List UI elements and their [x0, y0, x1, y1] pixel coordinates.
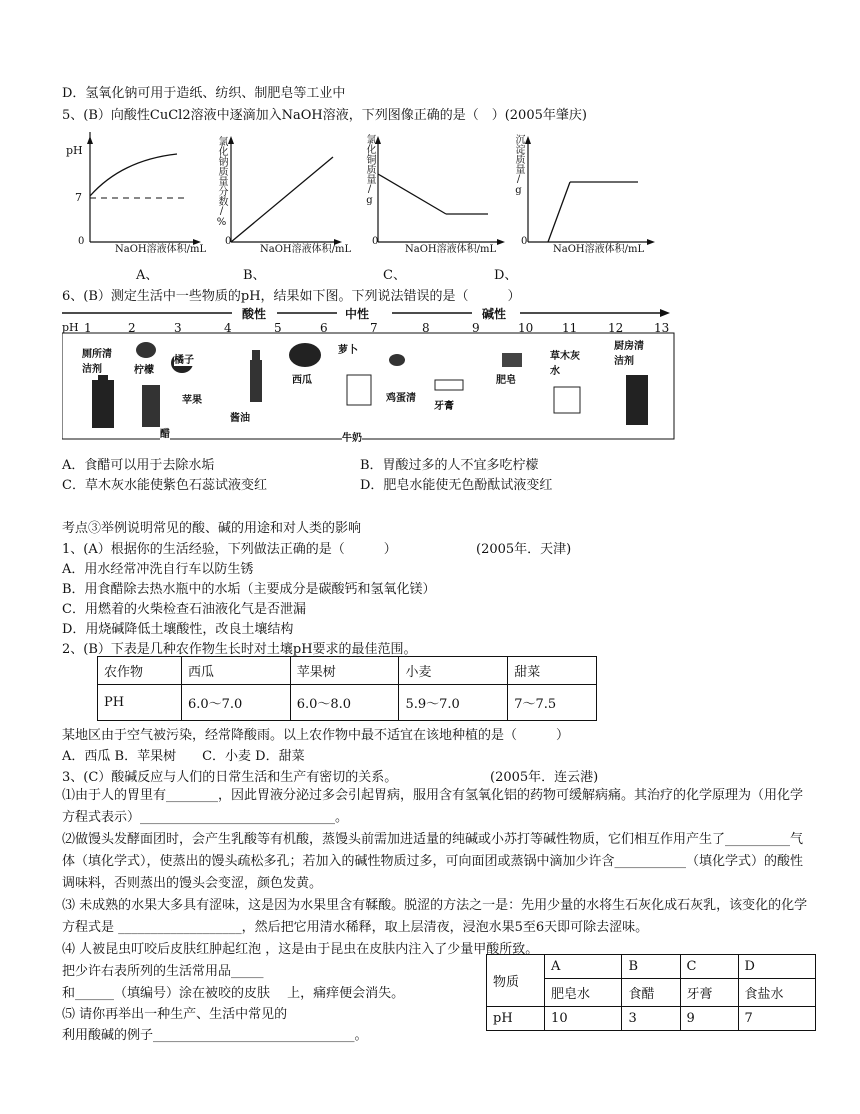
sub-question-2-text: 某地区由于空气被污染，经常降酸雨。以上农作物中最不适宜在该地种植的是（ ）: [62, 728, 570, 743]
table-cell: 肥皂水: [545, 979, 622, 1007]
part-1: ⑴由于人的胃里有________，因此胃液分泌过多会引起胃病，服用含有氢氧化铝的药物可缓解病痛。其治疗的化学原理为（用化学方程式表示）______________________________。: [62, 788, 804, 825]
table-cell: 食盐水: [738, 979, 815, 1007]
ph-item-label: 草木灰水: [550, 347, 584, 377]
sub-question-3: 3、(C）酸碱反应与人们的日常生活和生产有密切的关系。: [62, 770, 398, 785]
graph-c-caption: C、: [383, 268, 406, 283]
graph-a-caption: A、: [136, 268, 159, 283]
table-cell: 7: [738, 1007, 815, 1031]
graph-a-xlabel: NaOH溶液体积/mL: [115, 244, 207, 255]
table-header-cell: 物质: [487, 955, 545, 1007]
graph-a-ylabel: pH: [66, 144, 83, 157]
ph-item-label: 鸡蛋清: [386, 389, 416, 404]
ph-number: 11: [562, 321, 578, 335]
graph-b-ylabel: 氯化钠质量分数/%: [216, 136, 227, 228]
ph-item-label: 橘子: [174, 351, 194, 366]
q6-option-a: A．食醋可以用于去除水垢: [62, 458, 215, 473]
graph-a-origin: 0: [78, 236, 85, 247]
household-ph-table: [486, 954, 816, 1031]
table-header-cell: A: [545, 955, 622, 979]
graph-b-origin: 0: [225, 236, 232, 247]
ph-scale-figure: [62, 305, 677, 444]
ph-item-label: 厨房清洁剂: [614, 337, 648, 367]
option-d-naoh: D．氢氧化钠可用于造纸、纺织、制肥皂等工业中: [62, 86, 346, 101]
topic-3-heading: 考点③举例说明常见的酸、碱的用途和对人类的影响: [62, 521, 362, 536]
graph-a-ytick: 7: [75, 191, 82, 204]
sub-question-1: 1、(A）根据你的生活经验，下列做法正确的是（ ）: [62, 542, 397, 557]
question-6: 6、(B）测定生活中一些物质的pH，结果如下图。下列说法错误的是（ ）: [62, 289, 521, 304]
q6-option-c: C．草木灰水能使紫色石蕊试液变红: [62, 478, 267, 493]
ph-base-label: 碱性: [482, 307, 507, 321]
sub-question-2: 2、(B）下表是几种农作物生长时对土壤pH要求的最佳范围。: [62, 642, 417, 657]
graph-b-caption: B、: [243, 268, 266, 283]
part-4: ⑷ 人被昆虫叮咬后皮肤红肿起红泡 ，这是由于昆虫在皮肤内注入了少量甲酸所致。: [62, 942, 539, 957]
s1-option-a: A．用水经常冲洗自行车以防生锈: [62, 562, 254, 577]
crop-value-cell: 6.0～7.0: [181, 685, 290, 721]
graph-c-origin: 0: [372, 236, 379, 247]
s2-options: A．西瓜 B．苹果树 C．小麦 D．甜菜: [62, 749, 305, 764]
table-cell: 食醋: [622, 979, 680, 1007]
ph-item-label: 苹果: [182, 391, 202, 406]
crop-value-cell: 7～7.5: [508, 685, 597, 721]
crop-value-cell: PH: [98, 685, 182, 721]
table-cell: 9: [680, 1007, 738, 1031]
sub-question-1-source: (2005年．天津): [476, 542, 572, 557]
ph-item-label: 牛奶: [342, 429, 362, 444]
ph-number: 9: [472, 321, 480, 335]
part-5: ⑸ 请你再举出一种生产、生活中常见的: [62, 1007, 288, 1022]
table-cell: 10: [545, 1007, 622, 1031]
ph-item-label: 酱油: [230, 409, 250, 424]
q6-option-b: B．胃酸过多的人不宜多吃柠檬: [360, 458, 539, 473]
table-cell: 牙膏: [680, 979, 738, 1007]
graph-c-ylabel: 氯化铜质量/g: [364, 134, 375, 206]
part-5-line2: 利用酸碱的例子_______________________________。: [62, 1028, 368, 1043]
ph-number: 5: [274, 321, 282, 335]
graph-b-xlabel: NaOH溶液体积/mL: [260, 244, 352, 255]
crop-ph-table: [97, 656, 597, 721]
ph-item-label: 西瓜: [292, 371, 312, 386]
sub-question-3-source: (2005年．连云港): [490, 770, 599, 785]
table-cell: pH: [487, 1007, 545, 1031]
ph-number: 7: [370, 321, 378, 335]
ph-number: 8: [422, 321, 430, 335]
table-header-cell: C: [680, 955, 738, 979]
graph-d-xlabel: NaOH溶液体积/mL: [553, 244, 645, 255]
crop-value-cell: 6.0～8.0: [290, 685, 399, 721]
table-cell: 3: [622, 1007, 680, 1031]
table-header-cell: D: [738, 955, 815, 979]
q6-option-d: D．肥皂水能使无色酚酞试液变红: [360, 478, 553, 493]
part-3: ⑶ 未成熟的水果大多具有涩味，这是因为水果里含有鞣酸。脱涩的方法之一是：先用少量的水将生石灰化成石灰乳，该变化的化学方程式是 ___________________，然后把它用清水稀释，取上层清夜，浸泡水果5至6天即可除去涩味。: [62, 898, 808, 935]
crop-header-cell: 甜菜: [508, 657, 597, 685]
part-2: ⑵做馒头发酵面团时，会产生乳酸等有机酸，蒸馒头前需加进适量的纯碱或小苏打等碱性物质，它们相互作用产生了__________气体（填化学式），使蒸出的馒头疏松多孔；若加入的碱性物质过多，可向面团或蒸锅中滴加少许含___________（填化学式）的酸性调味料，否则蒸出的馒头会变涩，颜色发黄。: [62, 832, 804, 891]
crop-header-cell: 农作物: [98, 657, 182, 685]
part-4-line3: 和______（填编号）涂在被咬的皮肤 上，痛痒便会消失。: [62, 986, 405, 1001]
crop-header-cell: 西瓜: [181, 657, 290, 685]
ph-number: 6: [320, 321, 328, 335]
ph-item-label: 醋: [160, 425, 170, 440]
ph-number: 1: [84, 321, 92, 335]
question-5: 5、(B）向酸性CuCl2溶液中逐滴加入NaOH溶液，下列图像正确的是（ ）(2005年肇庆): [62, 108, 587, 123]
ph-item-label: 肥皂: [496, 371, 516, 386]
ph-item-label: 厕所清洁剂: [82, 345, 116, 375]
s1-option-c: C．用燃着的火柴检查石油液化气是否泄漏: [62, 602, 306, 617]
graph-d-caption: D、: [494, 268, 518, 283]
ph-neutral-label: 中性: [345, 307, 370, 321]
graph-c-xlabel: NaOH溶液体积/mL: [405, 244, 497, 255]
ph-item-label: 柠檬: [134, 361, 154, 376]
s1-option-d: D．用烧碱降低土壤酸性，改良土壤结构: [62, 622, 294, 637]
ph-number: 2: [128, 321, 136, 335]
ph-number: 3: [174, 321, 182, 335]
graph-d-ylabel: 沉淀质量/g: [513, 134, 524, 196]
ph-number: 13: [654, 321, 670, 335]
ph-number: 4: [224, 321, 232, 335]
crop-header-cell: 小麦: [399, 657, 508, 685]
ph-item-label: 牙膏: [434, 397, 454, 412]
table-header-cell: B: [622, 955, 680, 979]
crop-value-cell: 5.9～7.0: [399, 685, 508, 721]
ph-number: 12: [608, 321, 624, 335]
crop-header-cell: 苹果树: [290, 657, 399, 685]
ph-axis-label: pH: [62, 321, 79, 334]
part-4-line2: 把少许右表所列的生活常用品_____: [62, 964, 264, 979]
ph-item-label: 萝卜: [338, 341, 358, 356]
ph-number: 10: [518, 321, 534, 335]
ph-acid-label: 酸性: [242, 307, 267, 321]
graph-d-origin: 0: [521, 236, 528, 247]
s1-option-b: B．用食醋除去热水瓶中的水垢（主要成分是碳酸钙和氢氧化镁）: [62, 582, 436, 597]
